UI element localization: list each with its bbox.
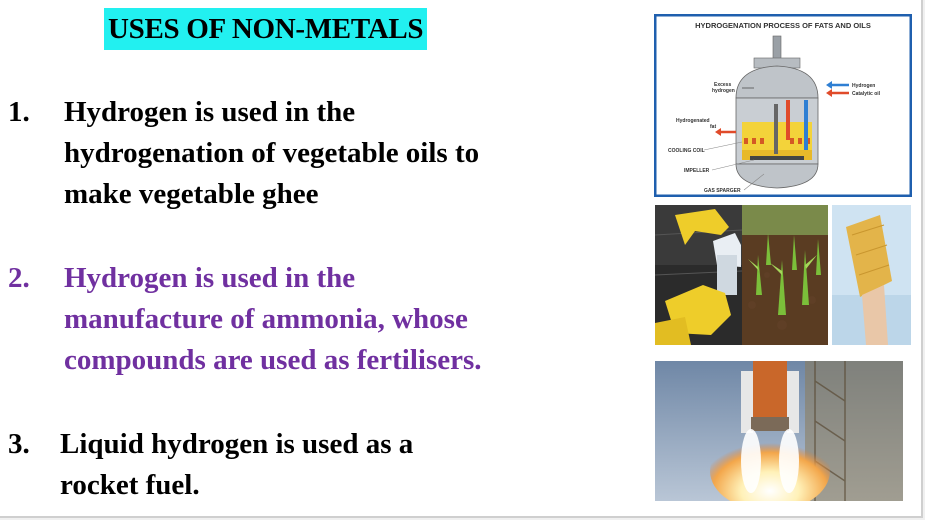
point-line: Hydrogen is used in the	[64, 262, 356, 294]
label-impeller: IMPELLER	[684, 168, 710, 174]
point-text	[60, 424, 580, 506]
label-gas-sparger: GAS SPARGER	[704, 188, 741, 194]
label-cooling-coil: COOLING COIL	[668, 148, 705, 154]
point-line: Hydrogen is used in the	[64, 96, 356, 128]
point-text	[64, 258, 584, 381]
label-catalytic-oil: Catalytic oil	[852, 91, 881, 97]
label-hydrogen: Hydrogen	[852, 83, 876, 89]
slide-title: USES OF NON-METALS	[104, 8, 427, 50]
point-number: 2.	[8, 262, 30, 294]
point-line: rocket fuel.	[60, 469, 200, 501]
crop-seedlings-photo	[742, 205, 828, 345]
rocket-tank	[753, 361, 787, 421]
point-line: make vegetable ghee	[64, 178, 319, 210]
label-hydrogenated-fat-1: Hydrogenated	[676, 118, 710, 124]
cleaning-gloves-photo	[655, 205, 742, 345]
point-number: 1.	[8, 96, 30, 128]
hand	[862, 285, 888, 345]
point-number: 3.	[8, 428, 30, 460]
point-text	[64, 92, 584, 215]
point-line: Liquid hydrogen is used as a	[60, 428, 414, 460]
label-excess-hydrogen-1: Excess	[714, 82, 732, 88]
rocket-launch-photo	[655, 361, 903, 501]
point-line: hydrogenation of vegetable oils to	[64, 137, 480, 169]
label-excess-hydrogen-2: hydrogen	[712, 88, 735, 94]
label-hydrogenated-fat-2: fat	[710, 124, 717, 130]
diagram-title: HYDROGENATION PROCESS OF FATS AND OILS	[695, 21, 871, 30]
point-line: compounds are used as fertilisers.	[64, 344, 482, 376]
hydrogenation-diagram	[654, 14, 912, 197]
point-line: manufacture of ammonia, whose	[64, 303, 468, 335]
window-cleaning-photo	[832, 205, 911, 345]
